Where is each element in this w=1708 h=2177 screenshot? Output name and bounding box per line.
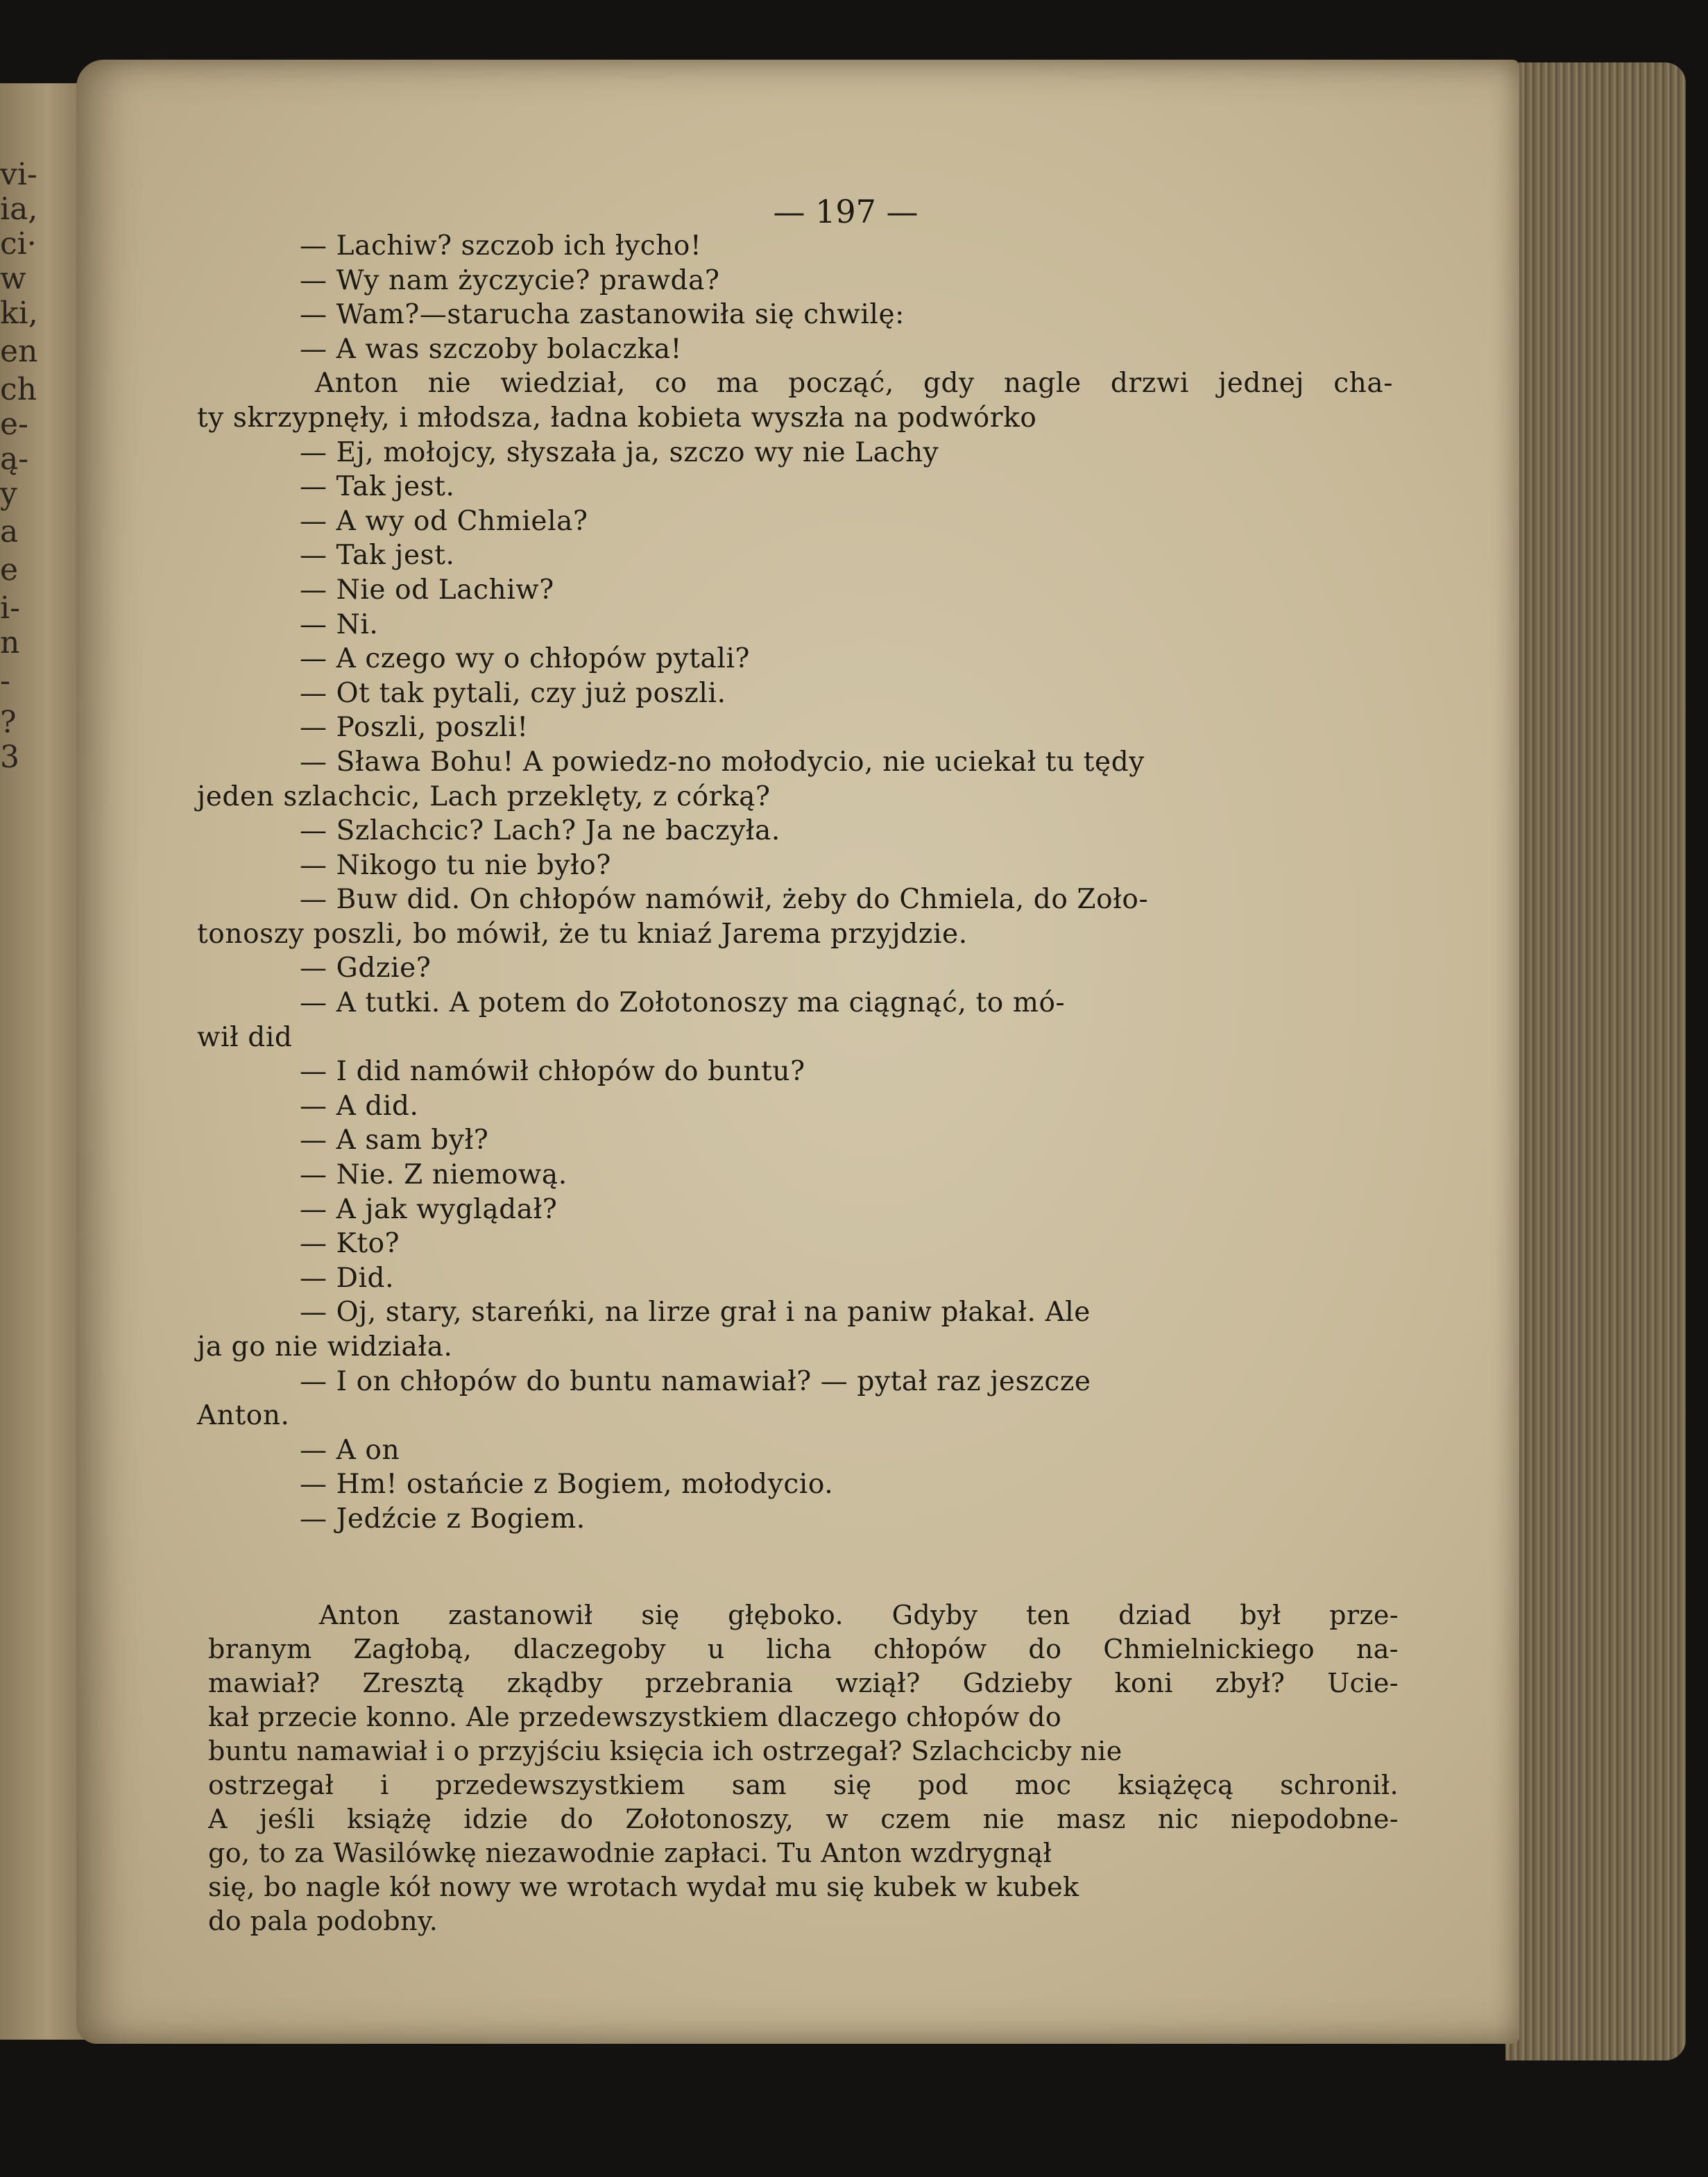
dialogue-line: — Szlachcic? Lach? Ja ne baczyła. bbox=[300, 815, 780, 847]
page-block-edges bbox=[1505, 62, 1686, 2060]
left-page-text-fragment: ci· bbox=[0, 226, 37, 262]
left-page-text-fragment: ch bbox=[0, 372, 37, 407]
text-line: do pala podobny. bbox=[208, 1906, 438, 1936]
dialogue-line: — Did. bbox=[300, 1262, 395, 1294]
text-line: branym Zagłobą, dlaczegoby u licha chłopów do Chmielnickiego na- bbox=[208, 1634, 1399, 1664]
text-line: mawiał? Zresztą zkądby przebrania wziął? Gdzieby koni zbył? Ucie- bbox=[208, 1668, 1399, 1698]
left-page-text-fragment: - bbox=[0, 663, 10, 699]
text-line: tonoszy poszli, bo mówił, że tu kniaź Jarema przyjdzie. bbox=[197, 918, 968, 950]
text-line: się, bo nagle kół nowy we wrotach wydał mu się kubek w kubek bbox=[208, 1872, 1079, 1902]
text-line: kał przecie konno. Ale przedewszystkiem dlaczego chłopów do bbox=[208, 1702, 1062, 1732]
text-line: A jeśli książę idzie do Zołotonoszy, w czem nie masz nic niepodobne- bbox=[208, 1804, 1399, 1834]
left-page-text-fragment: en bbox=[0, 334, 38, 369]
dialogue-line: — A was szczoby bolaczka! bbox=[300, 333, 682, 365]
page-number: — 197 — bbox=[773, 193, 919, 230]
dialogue-line: — A on bbox=[300, 1434, 400, 1466]
closing-paragraph bbox=[208, 1598, 1399, 1938]
left-page-text-fragment: e- bbox=[0, 407, 28, 442]
text-line: jeden szlachcic, Lach przeklęty, z córką? bbox=[197, 780, 771, 812]
left-page-text-fragment: y bbox=[0, 476, 17, 511]
dialogue-block bbox=[197, 229, 1393, 1537]
left-page-text-fragment: i- bbox=[0, 590, 20, 626]
dialogue-line: — Ot tak pytali, czy już poszli. bbox=[300, 677, 726, 709]
left-page-text-fragment: n bbox=[0, 625, 20, 660]
left-page-text-fragment: a bbox=[0, 514, 19, 549]
left-page-text-fragment: ki, bbox=[0, 296, 38, 331]
dialogue-line: — Nikogo tu nie było? bbox=[300, 849, 611, 881]
dialogue-line: — Oj, stary, stareńki, na lirze grał i na paniw płakał. Ale bbox=[300, 1297, 1091, 1329]
dialogue-line: — Nie. Z niemową. bbox=[300, 1159, 567, 1191]
left-page-text-fragment: ą- bbox=[0, 441, 29, 477]
text-line: Anton. bbox=[197, 1400, 290, 1432]
dialogue-line: — A sam był? bbox=[300, 1125, 489, 1156]
text-line: ty skrzypnęły, i młodsza, ładna kobieta wyszła na podwórko bbox=[197, 402, 1037, 434]
text-line: ja go nie widziała. bbox=[197, 1331, 453, 1363]
text-line: buntu namawiał i o przyjściu księcia ich ostrzegał? Szlachcicby nie bbox=[208, 1736, 1122, 1766]
dialogue-line: — I on chłopów do buntu namawiał? — pytał raz jeszcze bbox=[300, 1365, 1091, 1397]
dialogue-line: — A wy od Chmiela? bbox=[300, 505, 588, 537]
dialogue-line: — I did namówił chłopów do buntu? bbox=[300, 1056, 805, 1088]
dialogue-line: — A czego wy o chłopów pytali? bbox=[300, 643, 751, 675]
dialogue-line: — Poszli, poszli! bbox=[300, 712, 529, 744]
dialogue-line: — Kto? bbox=[300, 1228, 400, 1260]
left-page-text-fragment: 3 bbox=[0, 740, 19, 775]
left-page-text-fragment: ia, bbox=[0, 191, 38, 227]
dialogue-line: — A tutki. A potem do Zołotonoszy ma ciągnąć, to mó- bbox=[300, 987, 1066, 1019]
dialogue-line: — Wy nam życzycie? prawda? bbox=[300, 264, 720, 296]
dialogue-line: — A jak wyglądał? bbox=[300, 1193, 558, 1225]
dialogue-line: — Wam?—starucha zastanowiła się chwilę: bbox=[300, 299, 905, 331]
dialogue-line: — A did. bbox=[300, 1090, 419, 1122]
left-page-text-fragment: e bbox=[0, 552, 19, 588]
dialogue-line: — Tak jest. bbox=[300, 540, 455, 572]
dialogue-line: — Tak jest. bbox=[300, 471, 455, 503]
dialogue-line: — Nie od Lachiw? bbox=[300, 574, 554, 606]
text-line: Anton nie wiedział, co ma począć, gdy nagle drzwi jednej cha- bbox=[315, 368, 1393, 400]
text-line: Anton zastanowił się głęboko. Gdyby ten dziad był prze- bbox=[319, 1600, 1399, 1630]
dialogue-line: — Lachiw? szczob ich łycho! bbox=[300, 230, 702, 262]
dialogue-line: — Ej, mołojcy, słyszała ja, szczo wy nie Lachy bbox=[300, 436, 939, 468]
dialogue-line: — Gdzie? bbox=[300, 953, 432, 984]
dialogue-line: — Hm! ostańcie z Bogiem, mołodycio. bbox=[300, 1469, 834, 1501]
text-line: wił did bbox=[197, 1021, 293, 1053]
left-page-text-fragment: vi- bbox=[0, 157, 37, 192]
text-line: ostrzegał i przedewszystkiem sam się pod moc książęcą schronił. bbox=[208, 1770, 1399, 1800]
left-page-text-fragment: ? bbox=[0, 705, 17, 740]
dialogue-line: — Jedźcie z Bogiem. bbox=[300, 1503, 586, 1535]
left-page-text-fragment: w bbox=[0, 261, 26, 296]
text-line: go, to za Wasilówkę niezawodnie zapłaci. Tu Anton wzdrygnął bbox=[208, 1838, 1052, 1868]
dialogue-line: — Ni. bbox=[300, 608, 379, 640]
dialogue-line: — Sława Bohu! A powiedz-no mołodycio, nie uciekał tu tędy bbox=[300, 746, 1145, 778]
dialogue-line: — Buw did. On chłopów namówił, żeby do Chmiela, do Zoło- bbox=[300, 884, 1149, 916]
